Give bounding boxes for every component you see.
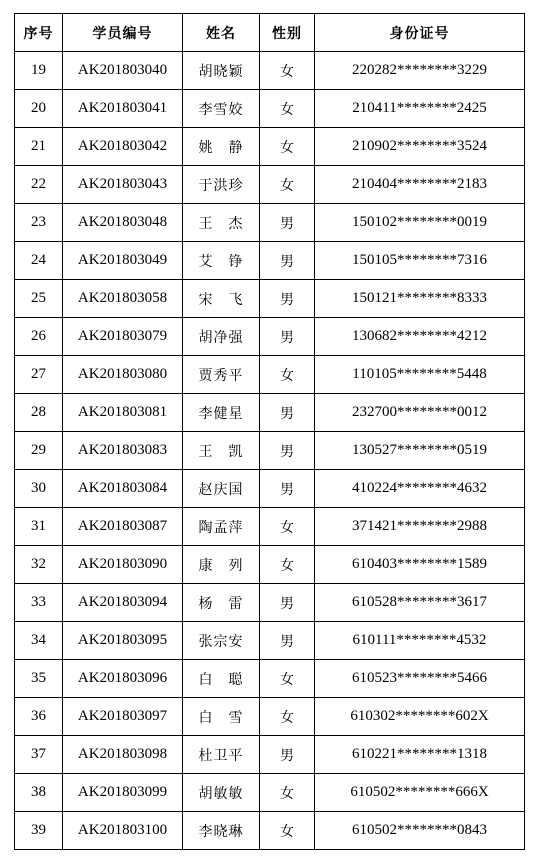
cell-student-id: AK201803094 bbox=[63, 584, 183, 622]
cell-name: 王 杰 bbox=[183, 204, 260, 242]
cell-id-card: 610302********602X bbox=[315, 698, 525, 736]
cell-gender: 女 bbox=[260, 356, 315, 394]
table-row bbox=[15, 546, 525, 584]
cell-gender: 女 bbox=[260, 660, 315, 698]
cell-name: 胡净强 bbox=[183, 318, 260, 356]
cell-gender: 男 bbox=[260, 394, 315, 432]
table-row bbox=[15, 774, 525, 812]
cell-id-card: 210404********2183 bbox=[315, 166, 525, 204]
cell-name: 李雪姣 bbox=[183, 90, 260, 128]
table-row bbox=[15, 90, 525, 128]
table-body bbox=[15, 52, 525, 850]
header-seq: 序号 bbox=[15, 14, 63, 52]
cell-seq: 38 bbox=[15, 774, 63, 812]
cell-gender: 女 bbox=[260, 698, 315, 736]
table-row bbox=[15, 204, 525, 242]
cell-seq: 23 bbox=[15, 204, 63, 242]
cell-student-id: AK201803079 bbox=[63, 318, 183, 356]
cell-name: 康 列 bbox=[183, 546, 260, 584]
cell-name: 王 凯 bbox=[183, 432, 260, 470]
cell-id-card: 371421********2988 bbox=[315, 508, 525, 546]
table-row bbox=[15, 812, 525, 850]
table-row bbox=[15, 128, 525, 166]
student-roster-table bbox=[14, 13, 525, 850]
cell-id-card: 610502********666X bbox=[315, 774, 525, 812]
cell-seq: 30 bbox=[15, 470, 63, 508]
cell-name: 陶孟萍 bbox=[183, 508, 260, 546]
cell-seq: 35 bbox=[15, 660, 63, 698]
header-student-id: 学员编号 bbox=[63, 14, 183, 52]
cell-gender: 男 bbox=[260, 280, 315, 318]
table-row bbox=[15, 52, 525, 90]
cell-student-id: AK201803100 bbox=[63, 812, 183, 850]
cell-seq: 19 bbox=[15, 52, 63, 90]
cell-gender: 男 bbox=[260, 242, 315, 280]
table-row bbox=[15, 318, 525, 356]
cell-student-id: AK201803087 bbox=[63, 508, 183, 546]
cell-student-id: AK201803099 bbox=[63, 774, 183, 812]
cell-id-card: 110105********5448 bbox=[315, 356, 525, 394]
cell-id-card: 210902********3524 bbox=[315, 128, 525, 166]
cell-id-card: 150121********8333 bbox=[315, 280, 525, 318]
table-row bbox=[15, 660, 525, 698]
cell-id-card: 410224********4632 bbox=[315, 470, 525, 508]
table-row bbox=[15, 622, 525, 660]
cell-name: 杜卫平 bbox=[183, 736, 260, 774]
header-id-card: 身份证号 bbox=[315, 14, 525, 52]
cell-gender: 男 bbox=[260, 736, 315, 774]
cell-student-id: AK201803042 bbox=[63, 128, 183, 166]
cell-seq: 24 bbox=[15, 242, 63, 280]
cell-name: 艾 铮 bbox=[183, 242, 260, 280]
cell-student-id: AK201803096 bbox=[63, 660, 183, 698]
cell-name: 白 聪 bbox=[183, 660, 260, 698]
cell-student-id: AK201803090 bbox=[63, 546, 183, 584]
cell-seq: 21 bbox=[15, 128, 63, 166]
cell-id-card: 610111********4532 bbox=[315, 622, 525, 660]
cell-student-id: AK201803048 bbox=[63, 204, 183, 242]
cell-student-id: AK201803095 bbox=[63, 622, 183, 660]
cell-name: 杨 雷 bbox=[183, 584, 260, 622]
cell-gender: 女 bbox=[260, 774, 315, 812]
cell-seq: 34 bbox=[15, 622, 63, 660]
cell-gender: 女 bbox=[260, 166, 315, 204]
cell-seq: 36 bbox=[15, 698, 63, 736]
cell-seq: 22 bbox=[15, 166, 63, 204]
cell-name: 赵庆国 bbox=[183, 470, 260, 508]
cell-seq: 28 bbox=[15, 394, 63, 432]
cell-student-id: AK201803098 bbox=[63, 736, 183, 774]
table-row bbox=[15, 356, 525, 394]
cell-seq: 39 bbox=[15, 812, 63, 850]
cell-id-card: 610502********0843 bbox=[315, 812, 525, 850]
cell-gender: 男 bbox=[260, 584, 315, 622]
cell-gender: 女 bbox=[260, 508, 315, 546]
cell-id-card: 130527********0519 bbox=[315, 432, 525, 470]
cell-seq: 20 bbox=[15, 90, 63, 128]
cell-gender: 男 bbox=[260, 204, 315, 242]
cell-id-card: 130682********4212 bbox=[315, 318, 525, 356]
cell-name: 于洪珍 bbox=[183, 166, 260, 204]
cell-student-id: AK201803058 bbox=[63, 280, 183, 318]
table-row bbox=[15, 698, 525, 736]
cell-id-card: 610528********3617 bbox=[315, 584, 525, 622]
table-row bbox=[15, 280, 525, 318]
table-row bbox=[15, 394, 525, 432]
cell-id-card: 210411********2425 bbox=[315, 90, 525, 128]
cell-name: 李晓琳 bbox=[183, 812, 260, 850]
cell-gender: 男 bbox=[260, 470, 315, 508]
cell-seq: 25 bbox=[15, 280, 63, 318]
cell-name: 宋 飞 bbox=[183, 280, 260, 318]
cell-seq: 32 bbox=[15, 546, 63, 584]
cell-id-card: 610403********1589 bbox=[315, 546, 525, 584]
table-row bbox=[15, 508, 525, 546]
table-row bbox=[15, 736, 525, 774]
cell-name: 张宗安 bbox=[183, 622, 260, 660]
cell-student-id: AK201803043 bbox=[63, 166, 183, 204]
cell-id-card: 220282********3229 bbox=[315, 52, 525, 90]
cell-gender: 男 bbox=[260, 622, 315, 660]
cell-seq: 26 bbox=[15, 318, 63, 356]
cell-gender: 男 bbox=[260, 432, 315, 470]
table-row bbox=[15, 432, 525, 470]
cell-student-id: AK201803040 bbox=[63, 52, 183, 90]
header-row bbox=[15, 14, 525, 52]
table-row bbox=[15, 166, 525, 204]
cell-id-card: 232700********0012 bbox=[315, 394, 525, 432]
cell-name: 贾秀平 bbox=[183, 356, 260, 394]
cell-student-id: AK201803084 bbox=[63, 470, 183, 508]
cell-id-card: 150105********7316 bbox=[315, 242, 525, 280]
cell-name: 胡敏敏 bbox=[183, 774, 260, 812]
cell-name: 李健星 bbox=[183, 394, 260, 432]
cell-gender: 女 bbox=[260, 90, 315, 128]
header-gender: 性别 bbox=[260, 14, 315, 52]
cell-student-id: AK201803081 bbox=[63, 394, 183, 432]
cell-gender: 女 bbox=[260, 546, 315, 584]
cell-student-id: AK201803080 bbox=[63, 356, 183, 394]
cell-student-id: AK201803083 bbox=[63, 432, 183, 470]
cell-id-card: 610221********1318 bbox=[315, 736, 525, 774]
cell-student-id: AK201803049 bbox=[63, 242, 183, 280]
table-row bbox=[15, 242, 525, 280]
cell-seq: 33 bbox=[15, 584, 63, 622]
table-header bbox=[15, 14, 525, 52]
cell-student-id: AK201803041 bbox=[63, 90, 183, 128]
cell-student-id: AK201803097 bbox=[63, 698, 183, 736]
table-row bbox=[15, 584, 525, 622]
cell-id-card: 610523********5466 bbox=[315, 660, 525, 698]
cell-seq: 29 bbox=[15, 432, 63, 470]
table-row bbox=[15, 470, 525, 508]
cell-name: 姚 静 bbox=[183, 128, 260, 166]
cell-seq: 31 bbox=[15, 508, 63, 546]
cell-name: 胡晓颖 bbox=[183, 52, 260, 90]
header-name: 姓名 bbox=[183, 14, 260, 52]
cell-id-card: 150102********0019 bbox=[315, 204, 525, 242]
cell-seq: 37 bbox=[15, 736, 63, 774]
cell-gender: 女 bbox=[260, 52, 315, 90]
cell-seq: 27 bbox=[15, 356, 63, 394]
cell-gender: 女 bbox=[260, 812, 315, 850]
cell-name: 白 雪 bbox=[183, 698, 260, 736]
cell-gender: 男 bbox=[260, 318, 315, 356]
cell-gender: 女 bbox=[260, 128, 315, 166]
